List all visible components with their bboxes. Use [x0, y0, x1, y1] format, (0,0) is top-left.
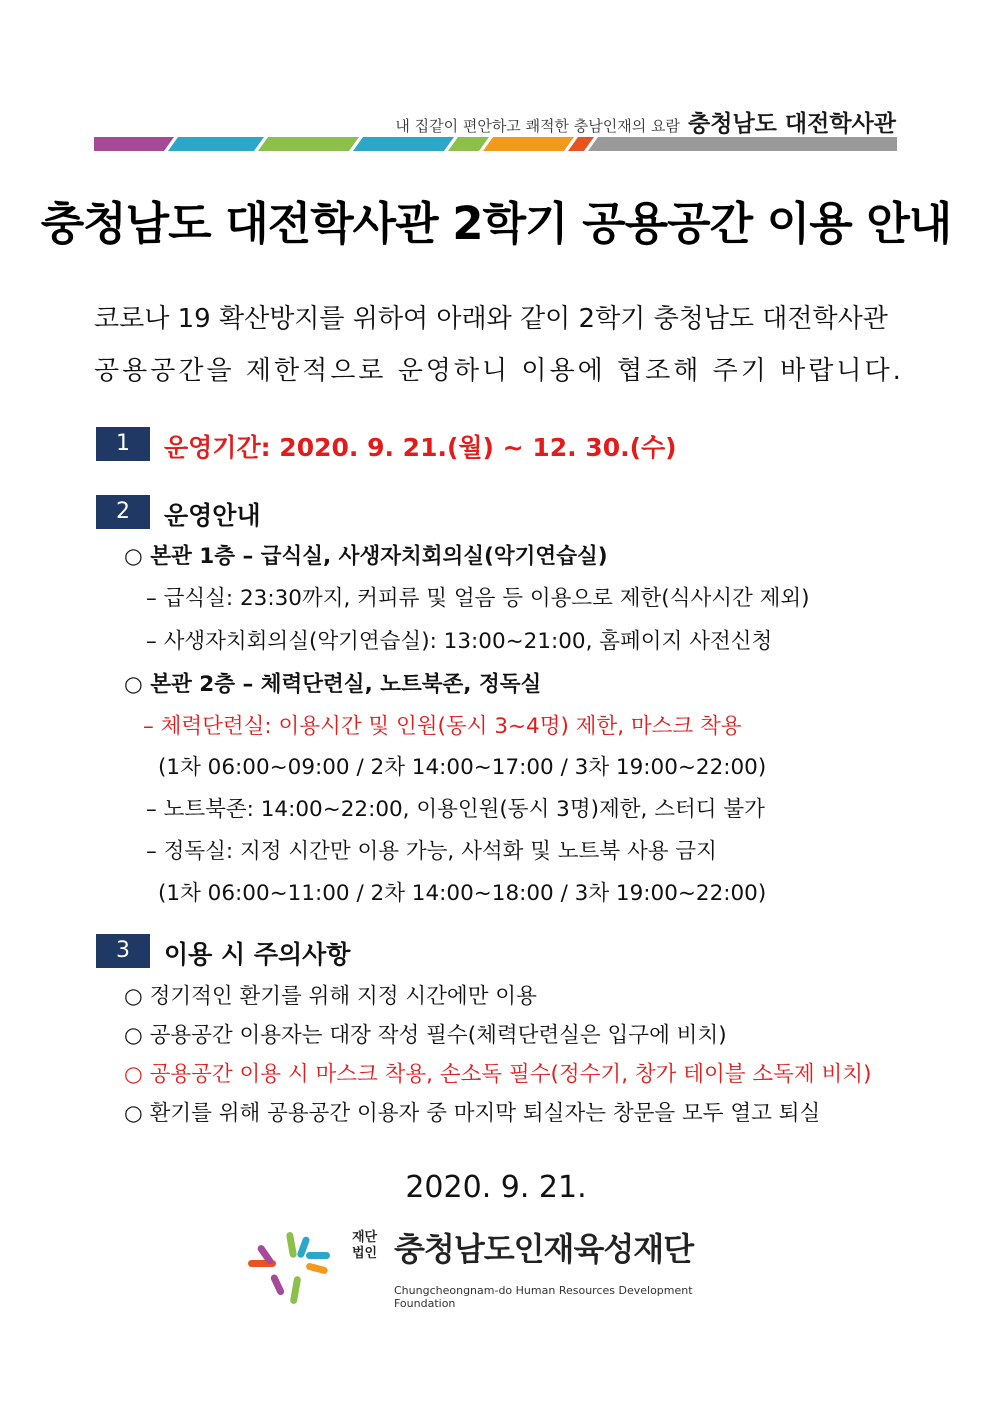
caution-item-3: ○ 공용공간 이용 시 마스크 착용, 손소독 필수(정수기, 창가 테이블 소독제 비치): [124, 1062, 872, 1087]
caution-item-2: ○ 공용공간 이용자는 대장 작성 필수(체력단련실은 입구에 비치): [124, 1023, 727, 1048]
floor1-item-meeting-room: – 사생자치회의실(악기연습실): 13:00~21:00, 홈페이지 사전신청: [146, 629, 773, 654]
header-institution: 충청남도 대전학사관: [688, 111, 896, 137]
foundation-prefix-line-1: 재단: [352, 1230, 378, 1245]
header-color-band: [94, 137, 897, 151]
floor1-heading: ○ 본관 1층 – 급식실, 사생자치회의실(악기연습실): [124, 544, 608, 569]
floor2-item-reading-room-times: (1차 06:00~11:00 / 2차 14:00~18:00 / 3차 19:00~22:00): [158, 881, 767, 906]
floor2-item-notebook-zone: – 노트북존: 14:00~22:00, 이용인원(동시 3명)제한, 스터디 불가: [146, 797, 765, 822]
section-1-badge: 1: [96, 427, 150, 461]
floor2-item-gym-times: (1차 06:00~09:00 / 2차 14:00~17:00 / 3차 19:00~22:00): [158, 755, 767, 780]
floor2-heading: ○ 본관 2층 – 체력단련실, 노트북존, 정독실: [124, 672, 542, 697]
caution-item-1: ○ 정기적인 환기를 위해 지정 시간에만 이용: [124, 984, 537, 1009]
caution-item-4: ○ 환기를 위해 공용공간 이용자 중 마지막 퇴실자는 창문을 모두 열고 퇴실: [124, 1101, 821, 1126]
floor1-item-cafeteria: – 급식실: 23:30까지, 커피류 및 얼음 등 이용으로 제한(식사시간 제외): [146, 586, 810, 611]
notice-date: 2020. 9. 21.: [405, 1170, 587, 1205]
floor2-item-reading-room: – 정독실: 지정 시간만 이용 가능, 사석화 및 노트북 사용 금지: [146, 839, 717, 864]
floor2-item-gym: – 체력단련실: 이용시간 및 인원(동시 3~4명) 제한, 마스크 착용: [143, 714, 742, 739]
header-tagline-block: [395, 105, 896, 138]
foundation-logo: [244, 1230, 754, 1310]
page-title: 충청남도 대전학사관 2학기 공용공간 이용 안내: [40, 197, 952, 250]
intro-line-1: 코로나 19 확산방지를 위하여 아래와 같이 2학기 충청남도 대전학사관: [94, 304, 888, 334]
foundation-name-en: Chungcheongnam-do Human Resources Development Foundation: [394, 1284, 693, 1310]
section-3-badge: 3: [96, 934, 150, 968]
section-2-badge: 2: [96, 495, 150, 529]
intro-line-2: 공용공간을 제한적으로 운영하니 이용에 협조해 주기 바랍니다.: [94, 356, 904, 386]
section-1-label: 운영기간: 2020. 9. 21.(월) ~ 12. 30.(수): [164, 433, 677, 462]
section-3-label: 이용 시 주의사항: [164, 940, 351, 969]
foundation-prefix-line-2: 법인: [352, 1246, 378, 1261]
foundation-prefix: [352, 1230, 377, 1262]
section-2-label: 운영안내: [164, 501, 261, 530]
foundation-emblem-icon: [244, 1230, 344, 1310]
header-tagline: 내 집같이 편안하고 쾌적한 충남인재의 요람: [395, 117, 681, 135]
foundation-name: 충청남도인재육성재단: [394, 1230, 694, 1268]
